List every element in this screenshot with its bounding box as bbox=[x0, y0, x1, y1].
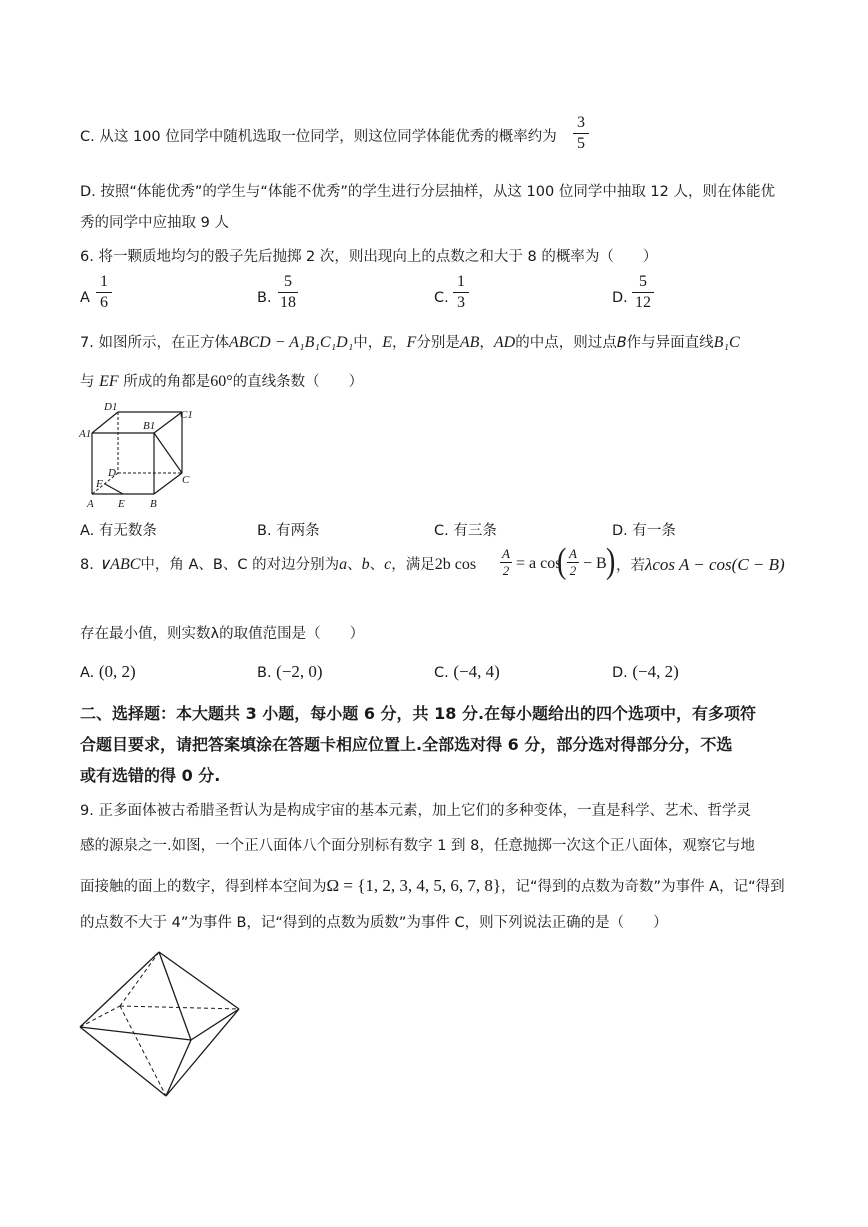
section2-heading-line3: 或有选错的得 0 分. bbox=[80, 766, 221, 785]
q6-option-b-value: 5 18 bbox=[280, 273, 296, 311]
q8-frac2-a-over-2: A 2 bbox=[567, 547, 579, 578]
label-d: D bbox=[108, 467, 116, 479]
q9-stem-line4: 的点数不大于 4”为事件 B，记“得到的点数为质数”为事件 C，则下列说法正确的是（ ） bbox=[80, 915, 668, 931]
label-c: C bbox=[182, 474, 190, 486]
q5-c-fraction: 3 5 bbox=[573, 114, 589, 153]
q7-option-b: B. 有两条 bbox=[257, 523, 320, 539]
sample-space: Ω = {1, 2, 3, 4, 5, 6, 7, 8} bbox=[326, 876, 502, 895]
q6-option-c-value: 1 3 bbox=[453, 273, 469, 312]
q6-option-a-value: 1 6 bbox=[96, 273, 112, 312]
q6-option-d-label: D. bbox=[612, 290, 628, 306]
q5-option-d-line1: D. 按照“体能优秀”的学生与“体能不优秀”的学生进行分层抽样，从这 100 位同学中抽取 12 人，则在体能优 bbox=[80, 184, 775, 200]
q9-stem-line1: 9. 正多面体被古希腊圣哲认为是构成宇宙的基本元素，加上它们的多种变体，一直是科学、艺术、哲学灵 bbox=[80, 803, 751, 819]
label-a1: A1 bbox=[79, 428, 92, 440]
q6-option-a-label: A bbox=[80, 290, 90, 306]
q8-minus-b: − B bbox=[583, 555, 607, 572]
label-e: E bbox=[118, 498, 125, 510]
q8-lparen: ( bbox=[557, 541, 567, 582]
q8-option-b: B. (−2, 0) bbox=[257, 662, 323, 681]
q9-stem-line2: 感的源泉之一.如图，一个正八面体八个面分别标有数字 1 到 8，任意抛掷一次这个正八面体，观察它与地 bbox=[80, 838, 755, 854]
q7-option-a: A. 有无数条 bbox=[80, 523, 157, 539]
cube-name: ABCD − A₁B₁C₁D₁ bbox=[228, 334, 354, 351]
q9-stem-line3: 面接触的面上的数字，得到样本空间为Ω = {1, 2, 3, 4, 5, 6, 7, 8}，记“得到的点数为奇数”为事件 A，记“得到 bbox=[80, 876, 785, 895]
q7-stem-line1: 7. 如图所示，在正方体ABCD − A₁B₁C₁D₁中，E，F分别是AB，AD的中点，则过点B作与异面直线B₁C bbox=[80, 334, 740, 351]
q8-option-d: D. (−4, 2) bbox=[612, 662, 679, 681]
q7-stem-line2: 与 EF 所成的角都是60°的直线条数（ ） bbox=[80, 373, 364, 390]
q6-option-d-value: 5 12 bbox=[632, 273, 654, 312]
q6-option-b-label: B. bbox=[257, 290, 272, 306]
label-d1: D1 bbox=[104, 401, 118, 413]
label-a: A bbox=[87, 498, 94, 510]
octahedron-figure bbox=[76, 948, 246, 1100]
q8-rparen: ) bbox=[606, 541, 616, 582]
q7-option-d: D. 有一条 bbox=[612, 523, 676, 539]
section2-heading-line2: 合题目要求，请把答案填涂在答题卡相应位置上.全部选对得 6 分，部分选对得部分分，不选 bbox=[80, 735, 733, 754]
q5-option-c: C. 从这 100 位同学中随机选取一位同学，则这位同学体能优秀的概率约为 bbox=[80, 129, 557, 145]
q6-option-c-label: C. bbox=[434, 290, 449, 306]
q8-stem-line1: 8. ∨ABC中，角 A、B、C 的对边分别为a、b、c，满足2b cos bbox=[80, 556, 477, 573]
label-b1: B1 bbox=[143, 420, 156, 432]
section2-heading-line1: 二、选择题：本大题共 3 小题，每小题 6 分，共 18 分.在每小题给出的四个选项中，有多项符 bbox=[80, 704, 757, 723]
q8-stem-line2: 存在最小值，则实数λ的取值范围是（ ） bbox=[80, 626, 365, 642]
label-c1: C1 bbox=[180, 409, 193, 421]
cube-figure bbox=[76, 400, 196, 515]
label-b: B bbox=[150, 498, 157, 510]
q6-stem: 6. 将一颗质地均匀的骰子先后抛掷 2 次，则出现向上的点数之和大于 8 的概率为（ ） bbox=[80, 249, 658, 265]
q8-frac-a-over-2: A 2 bbox=[500, 547, 512, 578]
q7-option-c: C. 有三条 bbox=[434, 523, 497, 539]
q5-option-d-line2: 秀的同学中应抽取 9 人 bbox=[80, 215, 229, 231]
label-f: F bbox=[96, 478, 103, 490]
q8-option-a: A. (0, 2) bbox=[80, 662, 136, 681]
q8-option-c: C. (−4, 4) bbox=[434, 662, 500, 681]
q8-stem-line1-tail: ，若λcos A − cos(C − B) bbox=[616, 555, 785, 574]
q8-eq-mid: = a cos bbox=[516, 555, 562, 572]
